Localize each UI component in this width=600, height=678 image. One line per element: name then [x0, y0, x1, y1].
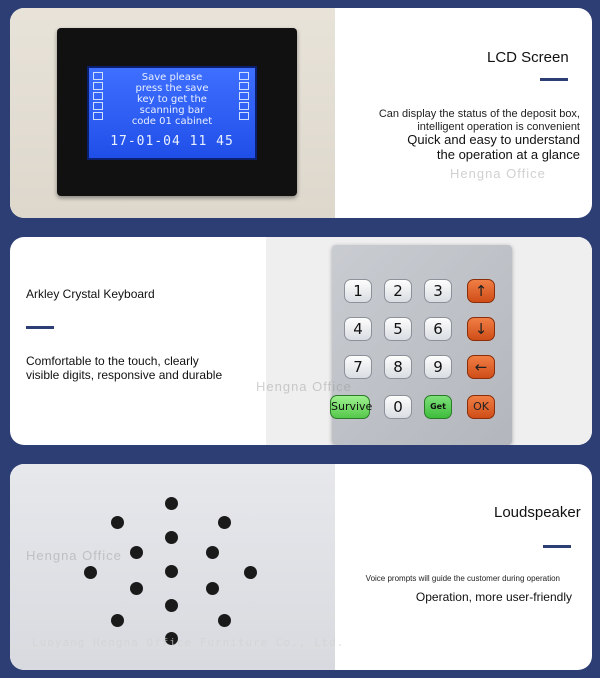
lcd-line: scanning bar [139, 105, 205, 116]
speaker-hole [165, 565, 178, 578]
keyboard-description-line: visible digits, responsive and durable [26, 368, 223, 382]
key-3[interactable]: 3 [424, 279, 452, 303]
lcd-status-column-right [239, 72, 251, 122]
lcd-headline-line: Quick and easy to understand [407, 132, 580, 147]
speaker-hole [130, 582, 143, 595]
lcd-headline [407, 132, 580, 162]
lcd-line: code 01 cabinet [131, 116, 213, 127]
speaker-hole [111, 614, 124, 627]
back-arrow-key[interactable]: ← [467, 355, 495, 379]
lcd-line: press the save [135, 83, 209, 94]
speaker-hole [111, 516, 124, 529]
key-0[interactable]: 0 [384, 395, 412, 419]
speaker-hole [84, 566, 97, 579]
lcd-description-line: intelligent operation is convenient [417, 121, 580, 133]
speaker-hole [218, 614, 231, 627]
accent-bar [26, 326, 54, 329]
speaker-hole [165, 497, 178, 510]
speaker-hole [206, 582, 219, 595]
speaker-subtext: Operation, more user-friendly [415, 590, 572, 604]
key-4[interactable]: 4 [344, 317, 372, 341]
speaker-hole [165, 531, 178, 544]
lcd-timestamp: 17-01-04 11 45 [110, 134, 234, 149]
keyboard-feature-panel [10, 237, 592, 445]
key-5[interactable]: 5 [384, 317, 412, 341]
key-7[interactable]: 7 [344, 355, 372, 379]
down-arrow-key[interactable]: ↓ [467, 317, 495, 341]
accent-bar [543, 545, 571, 548]
speaker-description: Voice prompts will guide the customer during operation [365, 574, 560, 583]
lcd-title: LCD Screen [487, 49, 569, 66]
lcd-status-column-left [93, 72, 105, 122]
ok-key[interactable]: OK [467, 395, 495, 419]
accent-bar [540, 78, 568, 81]
keyboard-photo [266, 237, 592, 445]
speaker-hole [130, 546, 143, 559]
survive-key[interactable]: Survive [330, 395, 370, 419]
speaker-hole [218, 516, 231, 529]
watermark: Hengna Office [256, 379, 352, 394]
up-arrow-key[interactable]: ↑ [467, 279, 495, 303]
lcd-feature-panel [10, 8, 592, 218]
lcd-headline-line: the operation at a glance [436, 147, 580, 162]
key-2[interactable]: 2 [384, 279, 412, 303]
lcd-bezel [57, 28, 297, 196]
lcd-description-line: Can display the status of the deposit box, [378, 108, 580, 120]
lcd-display [87, 66, 257, 160]
key-6[interactable]: 6 [424, 317, 452, 341]
lcd-description [379, 108, 580, 134]
get-key[interactable]: Get [424, 395, 452, 419]
speaker-hole [244, 566, 257, 579]
speaker-title: Loudspeaker [494, 504, 581, 521]
keypad [332, 245, 512, 445]
watermark: Hengna Office [450, 166, 546, 181]
company-watermark: Luoyang Hengna Office Furniture Co., Ltd. [32, 636, 345, 649]
key-9[interactable]: 9 [424, 355, 452, 379]
lcd-line: key to get the [137, 94, 207, 105]
key-8[interactable]: 8 [384, 355, 412, 379]
lcd-line: Save please [141, 72, 203, 83]
watermark: Hengna Office [26, 548, 122, 563]
keyboard-title: Arkley Crystal Keyboard [26, 287, 155, 301]
keyboard-description [26, 354, 222, 382]
speaker-hole [165, 599, 178, 612]
speaker-hole [206, 546, 219, 559]
key-1[interactable]: 1 [344, 279, 372, 303]
keyboard-description-line: Comfortable to the touch, clearly [26, 354, 199, 368]
lcd-photo [10, 8, 335, 218]
